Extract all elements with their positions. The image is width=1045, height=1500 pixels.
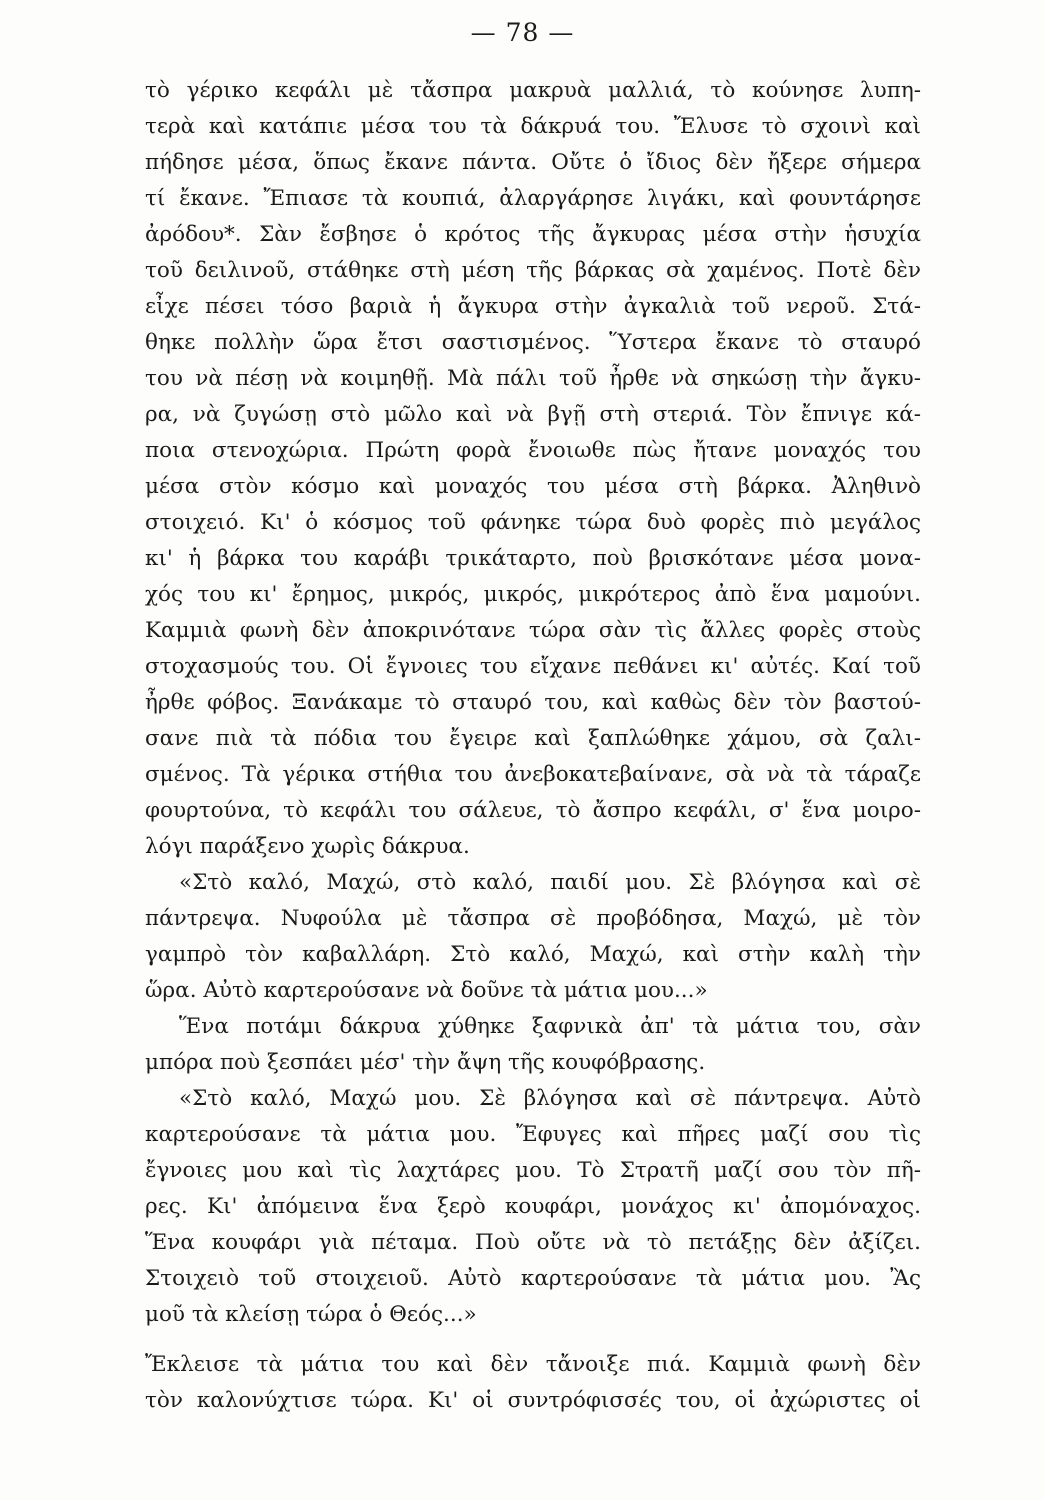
text-line: κι' ἡ βάρκα του καράβι τρικάταρτο, ποὺ βρισκότανε μέσα μονα- bbox=[145, 546, 921, 571]
text-line: θηκε πολλὴν ὥρα ἔτσι σαστισμένος. Ὕστερα ἔκανε τὸ σταυρό bbox=[145, 330, 921, 355]
text-line: «Στὸ καλό, Μαχώ, στὸ καλό, παιδί μου. Σὲ βλόγησα καὶ σὲ bbox=[179, 870, 921, 895]
text-line: σανε πιὰ τὰ πόδια του ἔγειρε καὶ ξαπλώθηκε χάμου, σὰ ζαλι- bbox=[145, 726, 921, 751]
text-line: τὸν καλονύχτισε τώρα. Κι' οἱ συντρόφισσές του, οἱ ἀχώριστες οἱ bbox=[145, 1388, 921, 1413]
body-text bbox=[145, 73, 921, 1419]
text-line: ὥρα. Αὐτὸ καρτερούσανε νὰ δοῦνε τὰ μάτια μου...» bbox=[145, 978, 708, 1003]
text-line: σμένος. Τὰ γέρικα στήθια του ἀνεβοκατεβαίνανε, σὰ νὰ τὰ τάραζε bbox=[145, 762, 921, 787]
text-line: ρες. Κι' ἀπόμεινα ἕνα ξερὸ κουφάρι, μονάχος κι' ἀπομόναχος. bbox=[145, 1194, 921, 1219]
text-line: στοχασμούς του. Οἱ ἔγνοιες του εἴχανε πεθάνει κι' αὐτές. Καί τοῦ bbox=[145, 654, 921, 679]
text-line: πάντρεψα. Νυφούλα μὲ τἄσπρα σὲ προβόδησα, Μαχώ, μὲ τὸν bbox=[145, 906, 921, 931]
text-line: μοῦ τὰ κλείσῃ τώρα ὁ Θεός...» bbox=[145, 1302, 477, 1327]
text-line: καρτερούσανε τὰ μάτια μου. Ἔφυγες καὶ πῆρες μαζί σου τὶς bbox=[145, 1122, 921, 1147]
text-line: τί ἔκανε. Ἔπιασε τὰ κουπιά, ἀλαργάρησε λιγάκι, καὶ φουντάρησε bbox=[145, 186, 921, 211]
text-line: ἀρόδου*. Σὰν ἔσβησε ὁ κρότος τῆς ἄγκυρας μέσα στὴν ἡσυχία bbox=[145, 222, 921, 247]
text-line: τοῦ δειλινοῦ, στάθηκε στὴ μέση τῆς βάρκας σὰ χαμένος. Ποτὲ δὲν bbox=[145, 258, 921, 283]
paragraph-gap bbox=[145, 1333, 921, 1347]
text-line: στοιχειό. Κι' ὁ κόσμος τοῦ φάνηκε τώρα δυὸ φορὲς πιὸ μεγάλος bbox=[145, 510, 921, 535]
text-line: Καμμιὰ φωνὴ δὲν ἀποκρινότανε τώρα σὰν τὶς ἄλλες φορὲς στοὺς bbox=[145, 618, 921, 643]
text-line: εἶχε πέσει τόσο βαριὰ ἡ ἄγκυρα στὴν ἀγκαλιὰ τοῦ νεροῦ. Στά- bbox=[145, 294, 921, 319]
text-line: του νὰ πέσῃ νὰ κοιμηθῇ. Μὰ πάλι τοῦ ἦρθε νὰ σηκώσῃ τὴν ἄγκυ- bbox=[145, 366, 921, 391]
text-line: Ἕνα ποτάμι δάκρυα χύθηκε ξαφνικὰ ἀπ' τὰ μάτια του, σὰν bbox=[179, 1014, 921, 1039]
text-line: πήδησε μέσα, ὅπως ἔκανε πάντα. Οὔτε ὁ ἴδιος δὲν ἤξερε σήμερα bbox=[145, 150, 921, 175]
text-line: «Στὸ καλό, Μαχώ μου. Σὲ βλόγησα καὶ σὲ πάντρεψα. Αὐτὸ bbox=[179, 1086, 921, 1111]
text-line: μέσα στὸν κόσμο καὶ μοναχός του μέσα στὴ βάρκα. Ἀληθινὸ bbox=[145, 474, 921, 499]
text-line: χός του κι' ἔρημος, μικρός, μικρός, μικρότερος ἀπὸ ἕνα μαμούνι. bbox=[145, 582, 921, 607]
text-line: γαμπρὸ τὸν καβαλλάρη. Στὸ καλό, Μαχώ, καὶ στὴν καλὴ τὴν bbox=[145, 942, 921, 967]
text-line: ποια στενοχώρια. Πρώτη φορὰ ἔνοιωθε πὼς ἤτανε μοναχός του bbox=[145, 438, 921, 463]
text-line: Στοιχειὸ τοῦ στοιχειοῦ. Αὐτὸ καρτερούσανε τὰ μάτια μου. Ἂς bbox=[145, 1266, 921, 1291]
text-line: ἔγνοιες μου καὶ τὶς λαχτάρες μου. Τὸ Στρατῆ μαζί σου τὸν πῆ- bbox=[145, 1158, 921, 1183]
text-line: ρα, νὰ ζυγώσῃ στὸ μῶλο καὶ νὰ βγῇ στὴ στεριά. Τὸν ἔπνιγε κά- bbox=[145, 402, 921, 427]
page-number: — 78 — bbox=[470, 18, 575, 47]
text-line: Ἕνα κουφάρι γιὰ πέταμα. Ποὺ οὔτε νὰ τὸ πετάξῃς δὲν ἀξίζει. bbox=[145, 1230, 921, 1255]
text-line: μπόρα ποὺ ξεσπάει μέσ' τὴν ἄψη τῆς κουφόβρασης. bbox=[145, 1050, 706, 1075]
text-line: τὸ γέρικο κεφάλι μὲ τἄσπρα μακρυὰ μαλλιά, τὸ κούνησε λυπη- bbox=[145, 78, 921, 103]
text-line: ἦρθε φόβος. Ξανάκαμε τὸ σταυρό του, καὶ καθὼς δὲν τὸν βαστού- bbox=[145, 690, 921, 715]
text-line: φουρτούνα, τὸ κεφάλι του σάλευε, τὸ ἄσπρο κεφάλι, σ' ἕνα μοιρο- bbox=[145, 798, 921, 823]
text-line: τερὰ καὶ κατάπιε μέσα του τὰ δάκρυά του. Ἔλυσε τὸ σχοινὶ καὶ bbox=[145, 114, 921, 139]
text-line: Ἔκλεισε τὰ μάτια του καὶ δὲν τἄνοιξε πιά. Καμμιὰ φωνὴ δὲν bbox=[145, 1352, 921, 1377]
text-line: λόγι παράξενο χωρὶς δάκρυα. bbox=[145, 834, 470, 859]
